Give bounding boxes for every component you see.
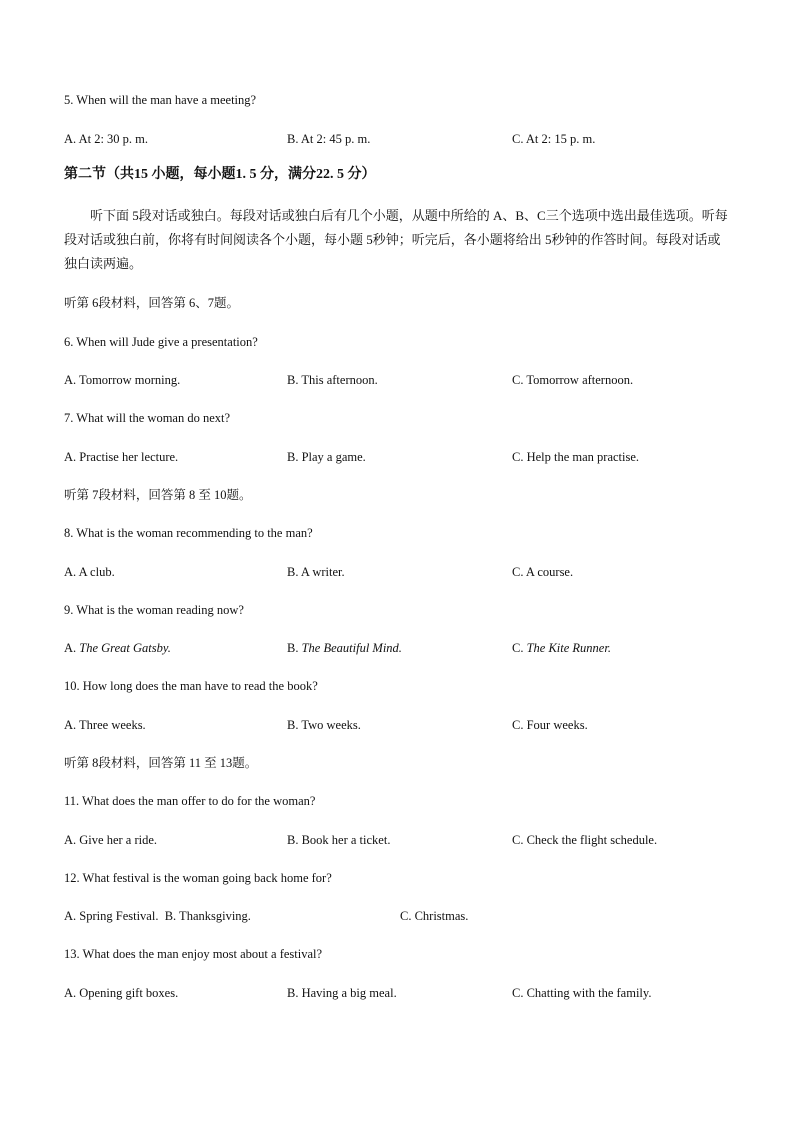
- option-a[interactable]: A. Tomorrow morning.: [64, 373, 181, 387]
- question-11-options: [64, 832, 744, 848]
- question-9-options: [64, 640, 744, 656]
- option-a[interactable]: A. Three weeks.: [64, 718, 146, 732]
- material-heading-6: 听第 6段材料，回答第 6、7题。: [64, 296, 240, 310]
- question-13-options: [64, 985, 744, 1001]
- question-7: 7. What will the woman do next?: [64, 411, 231, 425]
- option-b[interactable]: B. A writer.: [287, 565, 345, 579]
- question-6-options: [64, 372, 744, 388]
- question-5-options: [64, 131, 744, 147]
- book-title: The Kite Runner.: [526, 641, 611, 655]
- question-8-options: [64, 564, 744, 580]
- question-5: 5. When will the man have a meeting?: [64, 93, 257, 107]
- option-c[interactable]: C. At 2: 15 p. m.: [512, 132, 596, 146]
- option-a[interactable]: [64, 640, 171, 656]
- book-title: The Beautiful Mind.: [301, 641, 402, 655]
- option-a[interactable]: A. Give her a ride.: [64, 833, 158, 847]
- option-b[interactable]: B. Two weeks.: [287, 718, 361, 732]
- material-heading-7: 听第 7段材料，回答第 8 至 10题。: [64, 488, 252, 502]
- option-a-b[interactable]: A. Spring Festival. B. Thanksgiving.: [64, 909, 251, 923]
- option-b[interactable]: B. Book her a ticket.: [287, 833, 391, 847]
- question-7-options: [64, 449, 744, 465]
- question-10: 10. How long does the man have to read the book?: [64, 679, 318, 693]
- option-c[interactable]: C. Help the man practise.: [512, 450, 640, 464]
- option-c[interactable]: C. Chatting with the family.: [512, 986, 652, 1000]
- option-b[interactable]: B. At 2: 45 p. m.: [287, 132, 371, 146]
- option-letter: A.: [64, 641, 80, 655]
- option-a[interactable]: A. Practise her lecture.: [64, 450, 179, 464]
- question-13: 13. What does the man enjoy most about a festival?: [64, 947, 323, 961]
- option-c[interactable]: C. Check the flight schedule.: [512, 833, 658, 847]
- option-b[interactable]: [287, 640, 402, 656]
- section-title: 第二节（共15 小题，每小题1. 5 分，满分22. 5 分）: [64, 167, 376, 182]
- option-letter: B.: [287, 641, 302, 655]
- option-a[interactable]: A. A club.: [64, 565, 115, 579]
- question-10-options: [64, 717, 744, 733]
- option-a[interactable]: A. Opening gift boxes.: [64, 986, 179, 1000]
- question-9: 9. What is the woman reading now?: [64, 603, 244, 617]
- option-c[interactable]: C. Four weeks.: [512, 718, 588, 732]
- option-a[interactable]: A. At 2: 30 p. m.: [64, 132, 149, 146]
- question-11: 11. What does the man offer to do for the woman?: [64, 794, 316, 808]
- question-8: 8. What is the woman recommending to the man?: [64, 526, 313, 540]
- option-c[interactable]: [512, 640, 611, 656]
- question-6: 6. When will Jude give a presentation?: [64, 335, 258, 349]
- option-b[interactable]: B. Having a big meal.: [287, 986, 397, 1000]
- section-instructions: 听下面 5段对话或独白。每段对话或独白后有几个小题，从题中所给的 A、B、C三个选项中选出最佳选项。听每段对话或独白前，你将有时间阅读各个小题，每小题 5秒钟；听完后，各小题将给出 5秒钟的作答时间。每段对话或独白读两遍。: [64, 208, 728, 271]
- question-12-options: [64, 908, 744, 924]
- option-c[interactable]: C. A course.: [512, 565, 574, 579]
- option-b[interactable]: B. Play a game.: [287, 450, 366, 464]
- option-c[interactable]: C. Christmas.: [400, 909, 469, 923]
- material-heading-8: 听第 8段材料，回答第 11 至 13题。: [64, 756, 258, 770]
- option-letter: C.: [512, 641, 527, 655]
- book-title: The Great Gatsby.: [79, 641, 171, 655]
- option-c[interactable]: C. Tomorrow afternoon.: [512, 373, 634, 387]
- question-12: 12. What festival is the woman going back home for?: [64, 871, 332, 885]
- option-b[interactable]: B. This afternoon.: [287, 373, 378, 387]
